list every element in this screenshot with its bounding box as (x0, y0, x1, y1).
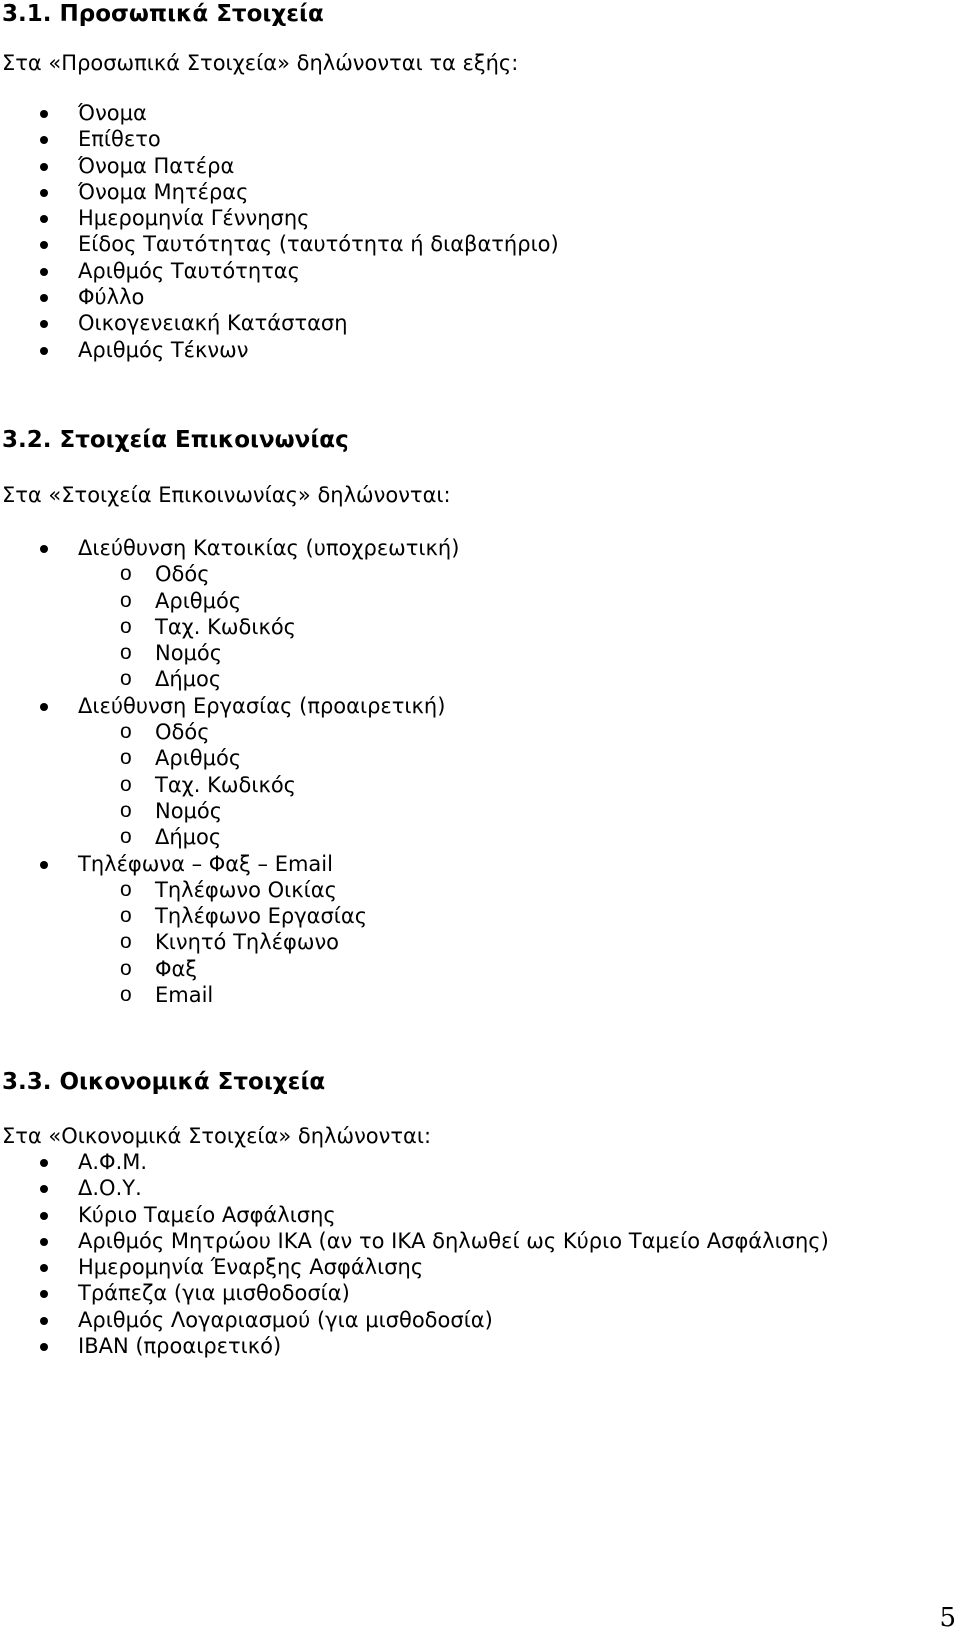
sub-bullet-icon: o (120, 825, 132, 849)
bullet-icon (40, 294, 48, 302)
sub-bullet-icon: o (120, 667, 132, 691)
section-3-2-heading: 3.2. Στοιχεία Επικοινωνίας (2, 427, 349, 453)
bullet-icon (40, 347, 48, 355)
sub-bullet-icon: o (120, 562, 132, 586)
sub-bullet-icon: o (120, 956, 132, 980)
bullet-icon (40, 320, 48, 328)
bullet-icon (40, 241, 48, 249)
bullet-icon (40, 268, 48, 276)
section-3-1-intro: Στα «Προσωπικά Στοιχεία» δηλώνονται τα εξής: (2, 51, 519, 75)
bullet-icon (40, 545, 48, 553)
bullet-icon (40, 136, 48, 144)
section-3-1-heading: 3.1. Προσωπικά Στοιχεία (2, 1, 324, 27)
section-3-3-intro: Στα «Οικονομικά Στοιχεία» δηλώνονται: (2, 1124, 432, 1148)
bullet-icon (40, 703, 48, 711)
bullet-icon (40, 1159, 48, 1167)
bullet-icon (40, 1212, 48, 1220)
sub-bullet-icon: o (120, 877, 132, 901)
bullet-icon (40, 215, 48, 223)
sub-bullet-icon: o (120, 641, 132, 665)
document-page: 3.1. Προσωπικά Στοιχεία Στα «Προσωπικά Στοιχεία» δηλώνονται τα εξής: Όνομα Επίθετο Όνομα Πατέρα Όνομα Μητέρας Ημερομηνία Γέννησης Είδος Ταυτότητας (ταυτότητα ή διαβατήριο) Αριθμός Ταυτότητας Φύλλο Οικογενειακή Κατάσταση Αριθμός Τέκνων 3.2. Στοιχεία Επικοινωνίας Στα «Στοιχεία Επικοινωνίας» δηλώνονται: Διεύθυνση Κατοικίας (υποχρεωτική) o Οδός o Αριθμός o Ταχ. Κωδικός o Νομός o Δήμος Διεύθυνση Εργασίας (προαιρετική) o Οδός o Αριθμός o Ταχ. Κωδικός o Νομός o Δήμος Τηλέφωνα – Φαξ – Email o Τηλέφωνο Οικίας o Τηλέφωνο Εργασίας o Κινητό Τηλέφωνο o Φαξ o Email 3.3. Οικονομικά Στοιχεία Στα «Οικονομικά Στοιχεία» δηλώνονται: Α.Φ.Μ. Δ.Ο.Υ. Κύριο Ταμείο Ασφάλισης Αριθμός Μητρώου ΙΚΑ (αν το ΙΚΑ δηλωθεί ως Κύριο Ταμείο Ασφάλισης) Ημερομηνία Έναρξης Ασφάλισης Τράπεζα (για μισθοδοσία) Αριθμός Λογαριασμού (για μισθοδοσία) IBAN (προαιρετικό) 5 (2, 1, 956, 1633)
sub-bullet-icon: o (120, 798, 132, 822)
sub-bullet-icon: o (120, 904, 132, 928)
bullet-icon (40, 1264, 48, 1272)
section-3-2-intro: Στα «Στοιχεία Επικοινωνίας» δηλώνονται: (2, 483, 451, 507)
sub-bullet-icon: o (120, 588, 132, 612)
sub-bullet-icon: o (120, 772, 132, 796)
bullet-icon (40, 1317, 48, 1325)
bullet-icon (40, 1238, 48, 1246)
bullet-icon (40, 163, 48, 171)
bullet-icon (40, 189, 48, 197)
bullet-icon (40, 110, 48, 118)
page-number: 5 (939, 1603, 956, 1633)
section-3-3-heading: 3.3. Οικονομικά Στοιχεία (2, 1069, 326, 1095)
sub-bullet-icon: o (120, 614, 132, 638)
sub-bullet-icon: o (120, 930, 132, 954)
bullet-icon (40, 1343, 48, 1351)
sub-bullet-icon: o (120, 720, 132, 744)
bullet-icon (40, 861, 48, 869)
bullet-icon (40, 1185, 48, 1193)
sub-bullet-icon: o (120, 746, 132, 770)
bullet-icon (40, 1290, 48, 1298)
sub-bullet-icon: o (120, 983, 132, 1007)
